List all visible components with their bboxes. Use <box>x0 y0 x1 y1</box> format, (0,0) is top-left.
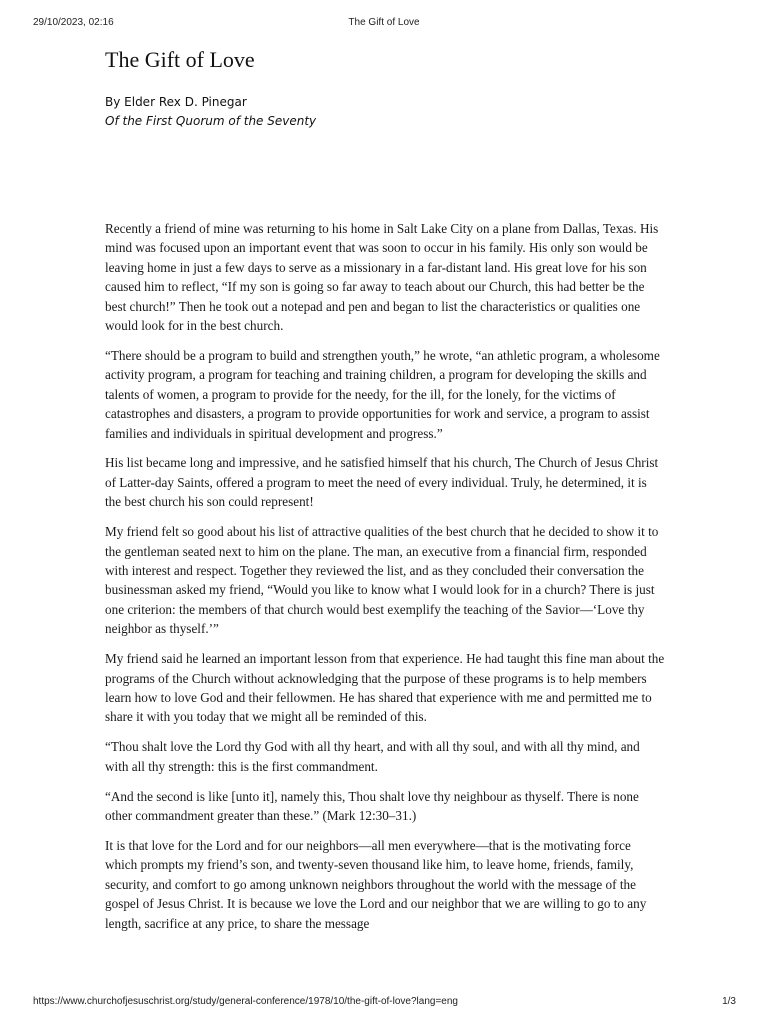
paragraph: My friend felt so good about his list of attractive qualities of the best church that he decided to show it to the gentleman seated next to him on the plane. The man, an executive from a financial firm, responded with interest and respect. Together they reviewed the list, and as they concluded their conversation the businessman asked my friend, “Would you like to know what I would look for in a church? There is just one criterion: the members of that church would best exemplify the teaching of the Savior—‘Love thy neighbor as thyself.’” <box>105 524 659 637</box>
author-name: By Elder Rex D. Pinegar <box>105 95 247 109</box>
article-body <box>105 219 665 933</box>
article <box>105 46 665 943</box>
page-number: 1/3 <box>722 996 736 1007</box>
page-url: https://www.churchofjesuschrist.org/study/general-conference/1978/10/the-gift-of-love?lang=eng <box>33 996 458 1007</box>
print-datetime: 29/10/2023, 02:16 <box>33 17 114 28</box>
print-header <box>0 17 768 31</box>
print-page-title: The Gift of Love <box>348 17 420 28</box>
paragraph: His list became long and impressive, and he satisfied himself that his church, The Church of Jesus Christ of Latter-day Saints, offered a program to meet the need of every individual. Truly, he determined, it is the best church his son could represent! <box>105 455 659 510</box>
paragraph: My friend said he learned an important lesson from that experience. He had taught this fine man about the programs of the Church without acknowledging that the purpose of these programs is to help members learn how to love God and their fellowmen. He has shared that experience with me and permitted me to share it with you today that we might all be reminded of this. <box>105 651 665 725</box>
paragraph: “There should be a program to build and strengthen youth,” he wrote, “an athletic program, a wholesome activity program, a program for teaching and training children, a program for developing the skills and talents of women, a program to provide for the needy, for the ill, for the lonely, for the victims of catastrophes and disasters, a program to provide opportunities for work and service, a program to assist families and individuals in spiritual development and progress.” <box>105 347 660 441</box>
author-role: Of the First Quorum of the Seventy <box>105 114 317 128</box>
paragraph: It is that love for the Lord and for our neighbors—all men everywhere—that is the motivating force which prompts my friend’s son, and twenty-seven thousand like him, to leave home, friends, family, security, and comfort to go among unknown neighbors throughout the world with the message of the gospel of Jesus Christ. It is because we love the Lord and our neighbor that we are willing to go to any length, sacrifice at any price, to share the message <box>105 837 647 931</box>
scripture-quote: “Thou shalt love the Lord thy God with all thy heart, and with all thy soul, and with all thy mind, and with all thy strength: this is the first commandment. <box>105 739 640 774</box>
article-title: The Gift of Love <box>105 47 255 72</box>
paragraph: Recently a friend of mine was returning to his home in Salt Lake City on a plane from Dallas, Texas. His mind was focused upon an important event that was soon to occur in his family. His only son would be leaving home in just a few days to serve as a missionary in a far-distant land. His great love for his son caused him to reflect, “If my son is going so far away to teach about our Church, this had better be the best church!” Then he took out a notepad and pen and began to list the characteristics or qualities one would look for in the best church. <box>105 221 659 334</box>
byline <box>105 93 665 131</box>
scripture-quote: “And the second is like [unto it], namely this, Thou shalt love thy neighbour as thyself. There is none other commandment greater than these.” (Mark 12:30–31.) <box>105 788 639 823</box>
print-footer <box>0 996 768 1010</box>
